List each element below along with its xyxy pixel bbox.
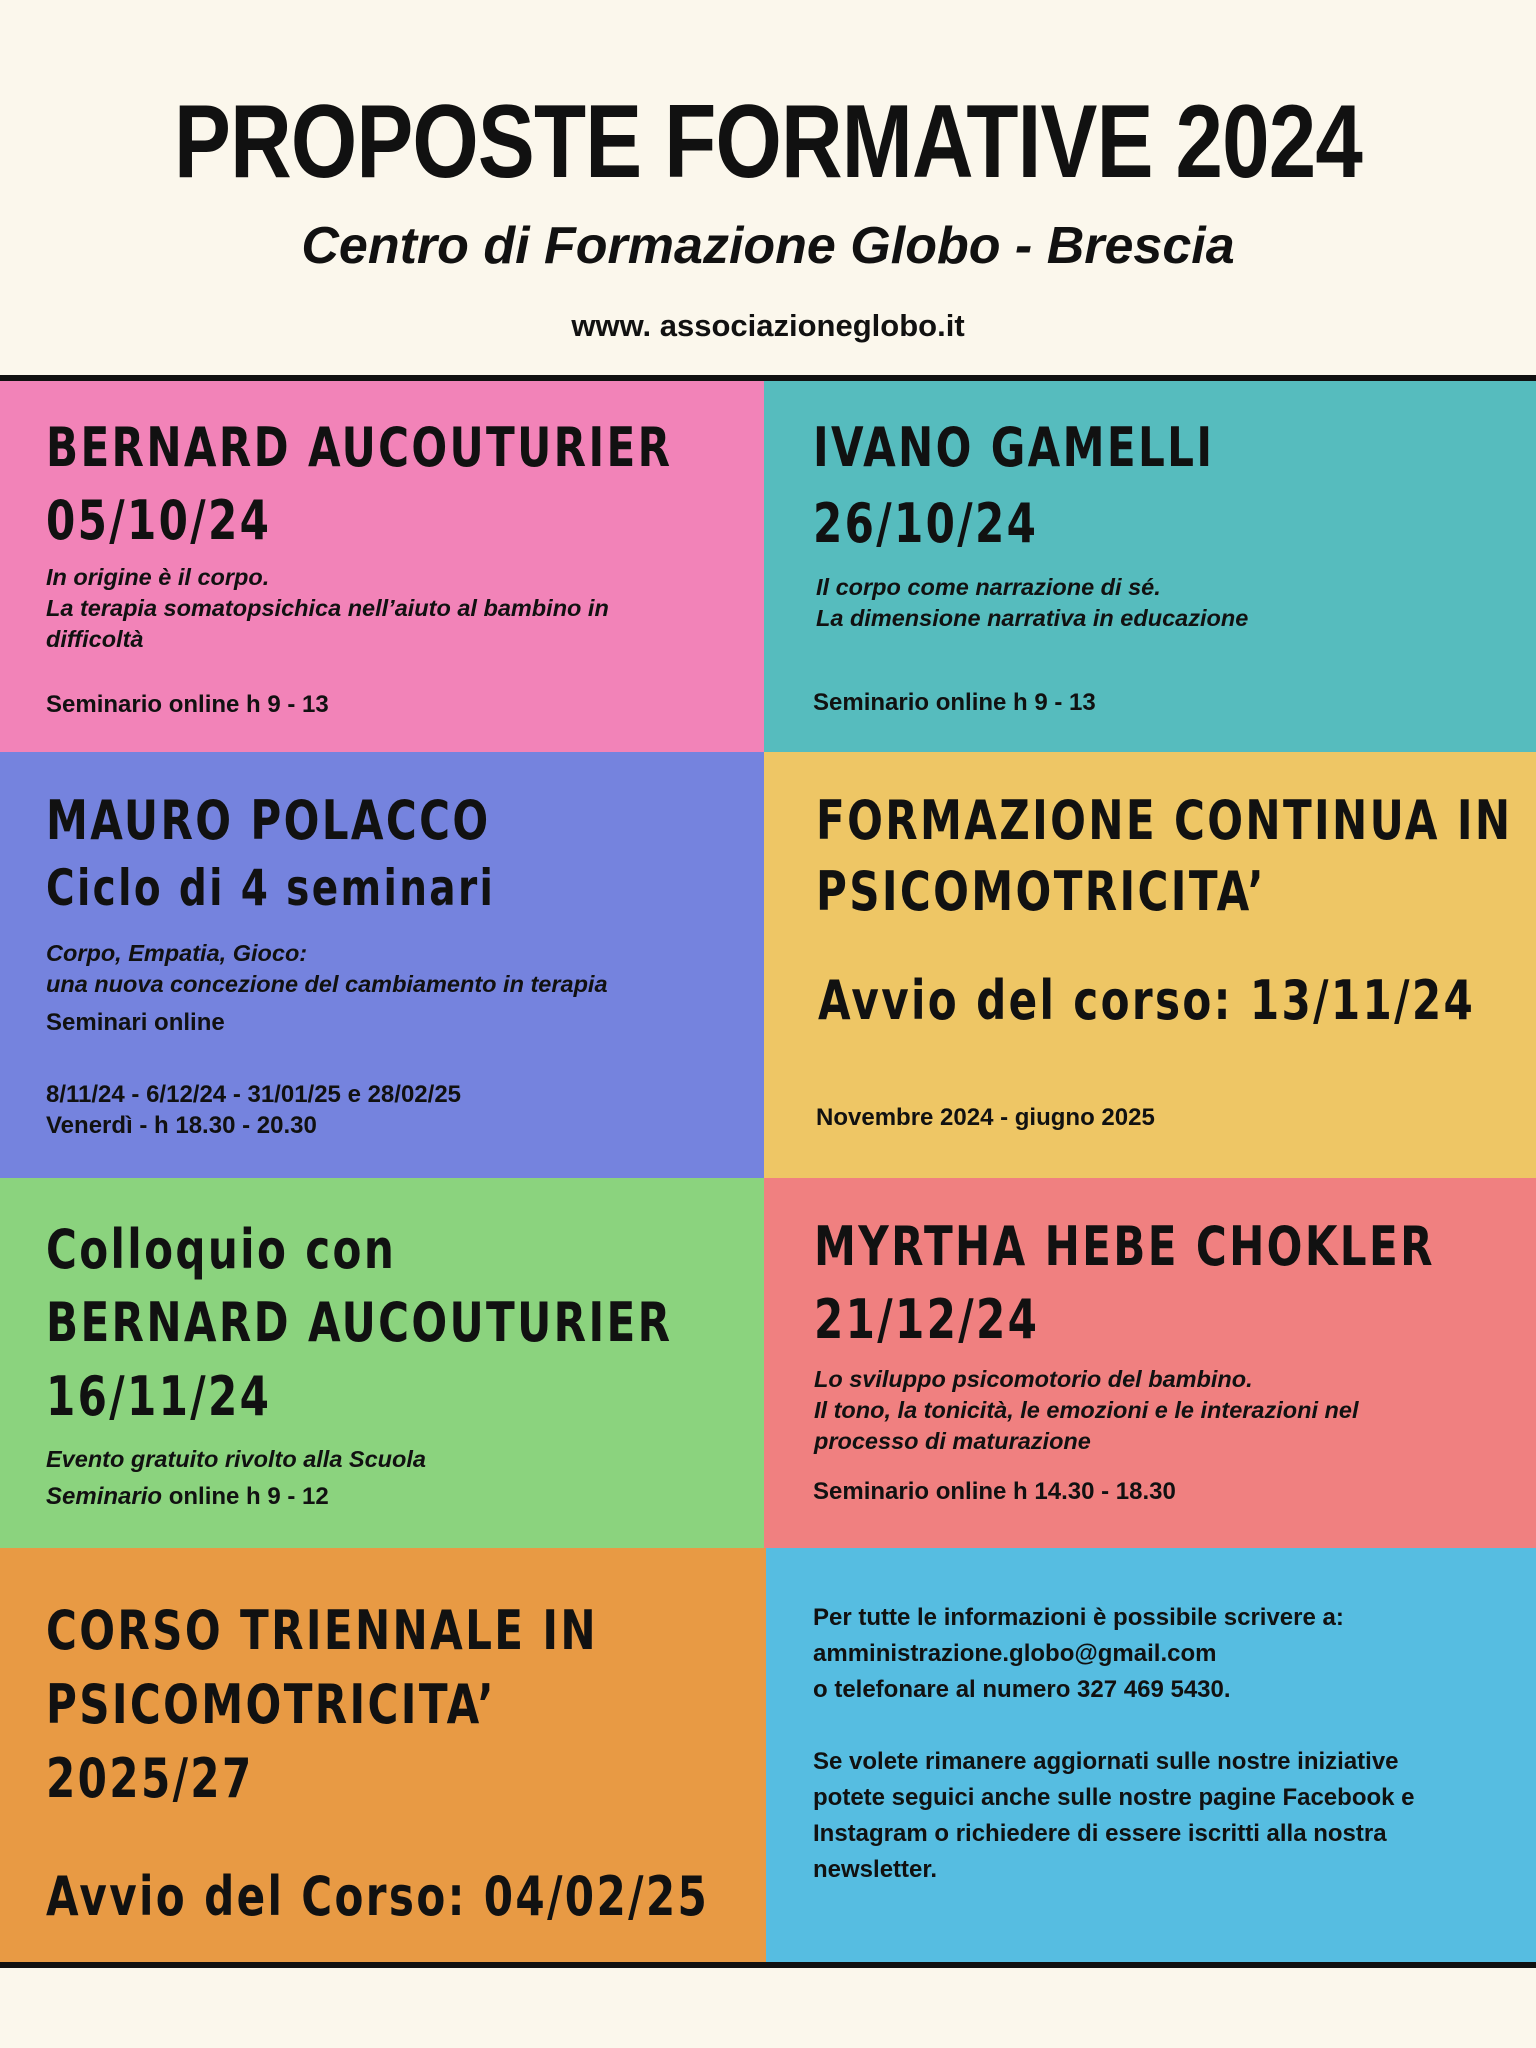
- course-grid: [0, 375, 1536, 1968]
- card-gamelli: [764, 381, 1536, 752]
- card-title: BERNARD AUCOUTURIER: [46, 416, 673, 479]
- card-formazione-continua: [764, 752, 1536, 1178]
- card-schedule: Seminario online h 9 - 13: [813, 689, 1096, 716]
- schedule-type: Seminario: [46, 1483, 163, 1510]
- card-title-line1: CORSO TRIENNALE IN: [46, 1599, 598, 1662]
- card-title-line2: PSICOMOTRICITA’: [816, 860, 1267, 923]
- card-description: Evento gratuito rivolto alla Scuola: [46, 1446, 426, 1472]
- card-start-date: Avvio del corso: 13/11/24: [818, 969, 1476, 1032]
- card-period: Novembre 2024 - giugno 2025: [816, 1104, 1155, 1131]
- card-description: Lo sviluppo psicomotorio del bambino. Il tono, la tonicità, le emozioni e le interazioni nel processo di maturazione: [814, 1366, 1359, 1454]
- card-colloquio: [0, 1178, 764, 1548]
- contact-paragraph: Per tutte le informazioni è possibile scrivere a: amministrazione.globo@gmail.com o telefonare al numero 327 469 5430.: [813, 1604, 1344, 1703]
- card-date: 21/12/24: [814, 1288, 1040, 1351]
- card-title-line2: BERNARD AUCOUTURIER: [46, 1291, 673, 1354]
- card-aucouturier: [0, 381, 764, 752]
- card-title-line2: PSICOMOTRICITA’: [46, 1673, 497, 1736]
- card-polacco: [0, 752, 764, 1178]
- card-start-date: Avvio del Corso: 04/02/25: [46, 1865, 710, 1928]
- card-schedule: Seminario online h 9 - 13: [46, 691, 329, 718]
- card-corso-triennale: [0, 1548, 766, 1962]
- newsletter-paragraph: Se volete rimanere aggiornati sulle nostre iniziative potete seguici anche sulle nostre pagine Facebook e Instagram o richiedere di essere iscritti alla nostra newsletter.: [813, 1748, 1415, 1883]
- card-info: [766, 1548, 1536, 1962]
- card-description: Corpo, Empatia, Gioco: una nuova concezione del cambiamento in terapia: [46, 940, 608, 997]
- card-description: Il corpo come narrazione di sé. La dimensione narrativa in educazione: [816, 574, 1249, 631]
- card-subtitle: Ciclo di 4 seminari: [46, 859, 496, 917]
- card-title-line1: FORMAZIONE CONTINUA IN: [816, 789, 1513, 852]
- schedule-details: online h 9 - 12: [162, 1483, 329, 1510]
- card-date: 26/10/24: [813, 492, 1039, 555]
- card-schedule: [46, 1481, 329, 1512]
- card-title: MYRTHA HEBE CHOKLER: [814, 1215, 1435, 1278]
- header: [0, 0, 1536, 375]
- card-format: Seminari online: [46, 1009, 225, 1036]
- card-date: 05/10/24: [46, 489, 272, 552]
- card-title-line1: Colloquio con: [46, 1218, 397, 1281]
- card-date: 16/11/24: [46, 1365, 272, 1428]
- card-title: IVANO GAMELLI: [813, 416, 1215, 479]
- card-title: MAURO POLACCO: [46, 789, 491, 852]
- card-schedule: Seminario online h 14.30 - 18.30: [813, 1478, 1176, 1505]
- card-chokler: [764, 1178, 1536, 1548]
- page-title: PROPOSTE FORMATIVE 2024: [174, 84, 1362, 200]
- card-dates: 8/11/24 - 6/12/24 - 31/01/25 e 28/02/25 Venerdì - h 18.30 - 20.30: [46, 1081, 462, 1139]
- card-description: In origine è il corpo. La terapia somatopsichica nell’aiuto al bambino in difficoltà: [46, 564, 609, 652]
- page-subtitle: Centro di Formazione Globo - Brescia: [301, 217, 1235, 275]
- card-years: 2025/27: [46, 1747, 254, 1810]
- website-link[interactable]: www. associazioneglobo.it: [571, 308, 965, 343]
